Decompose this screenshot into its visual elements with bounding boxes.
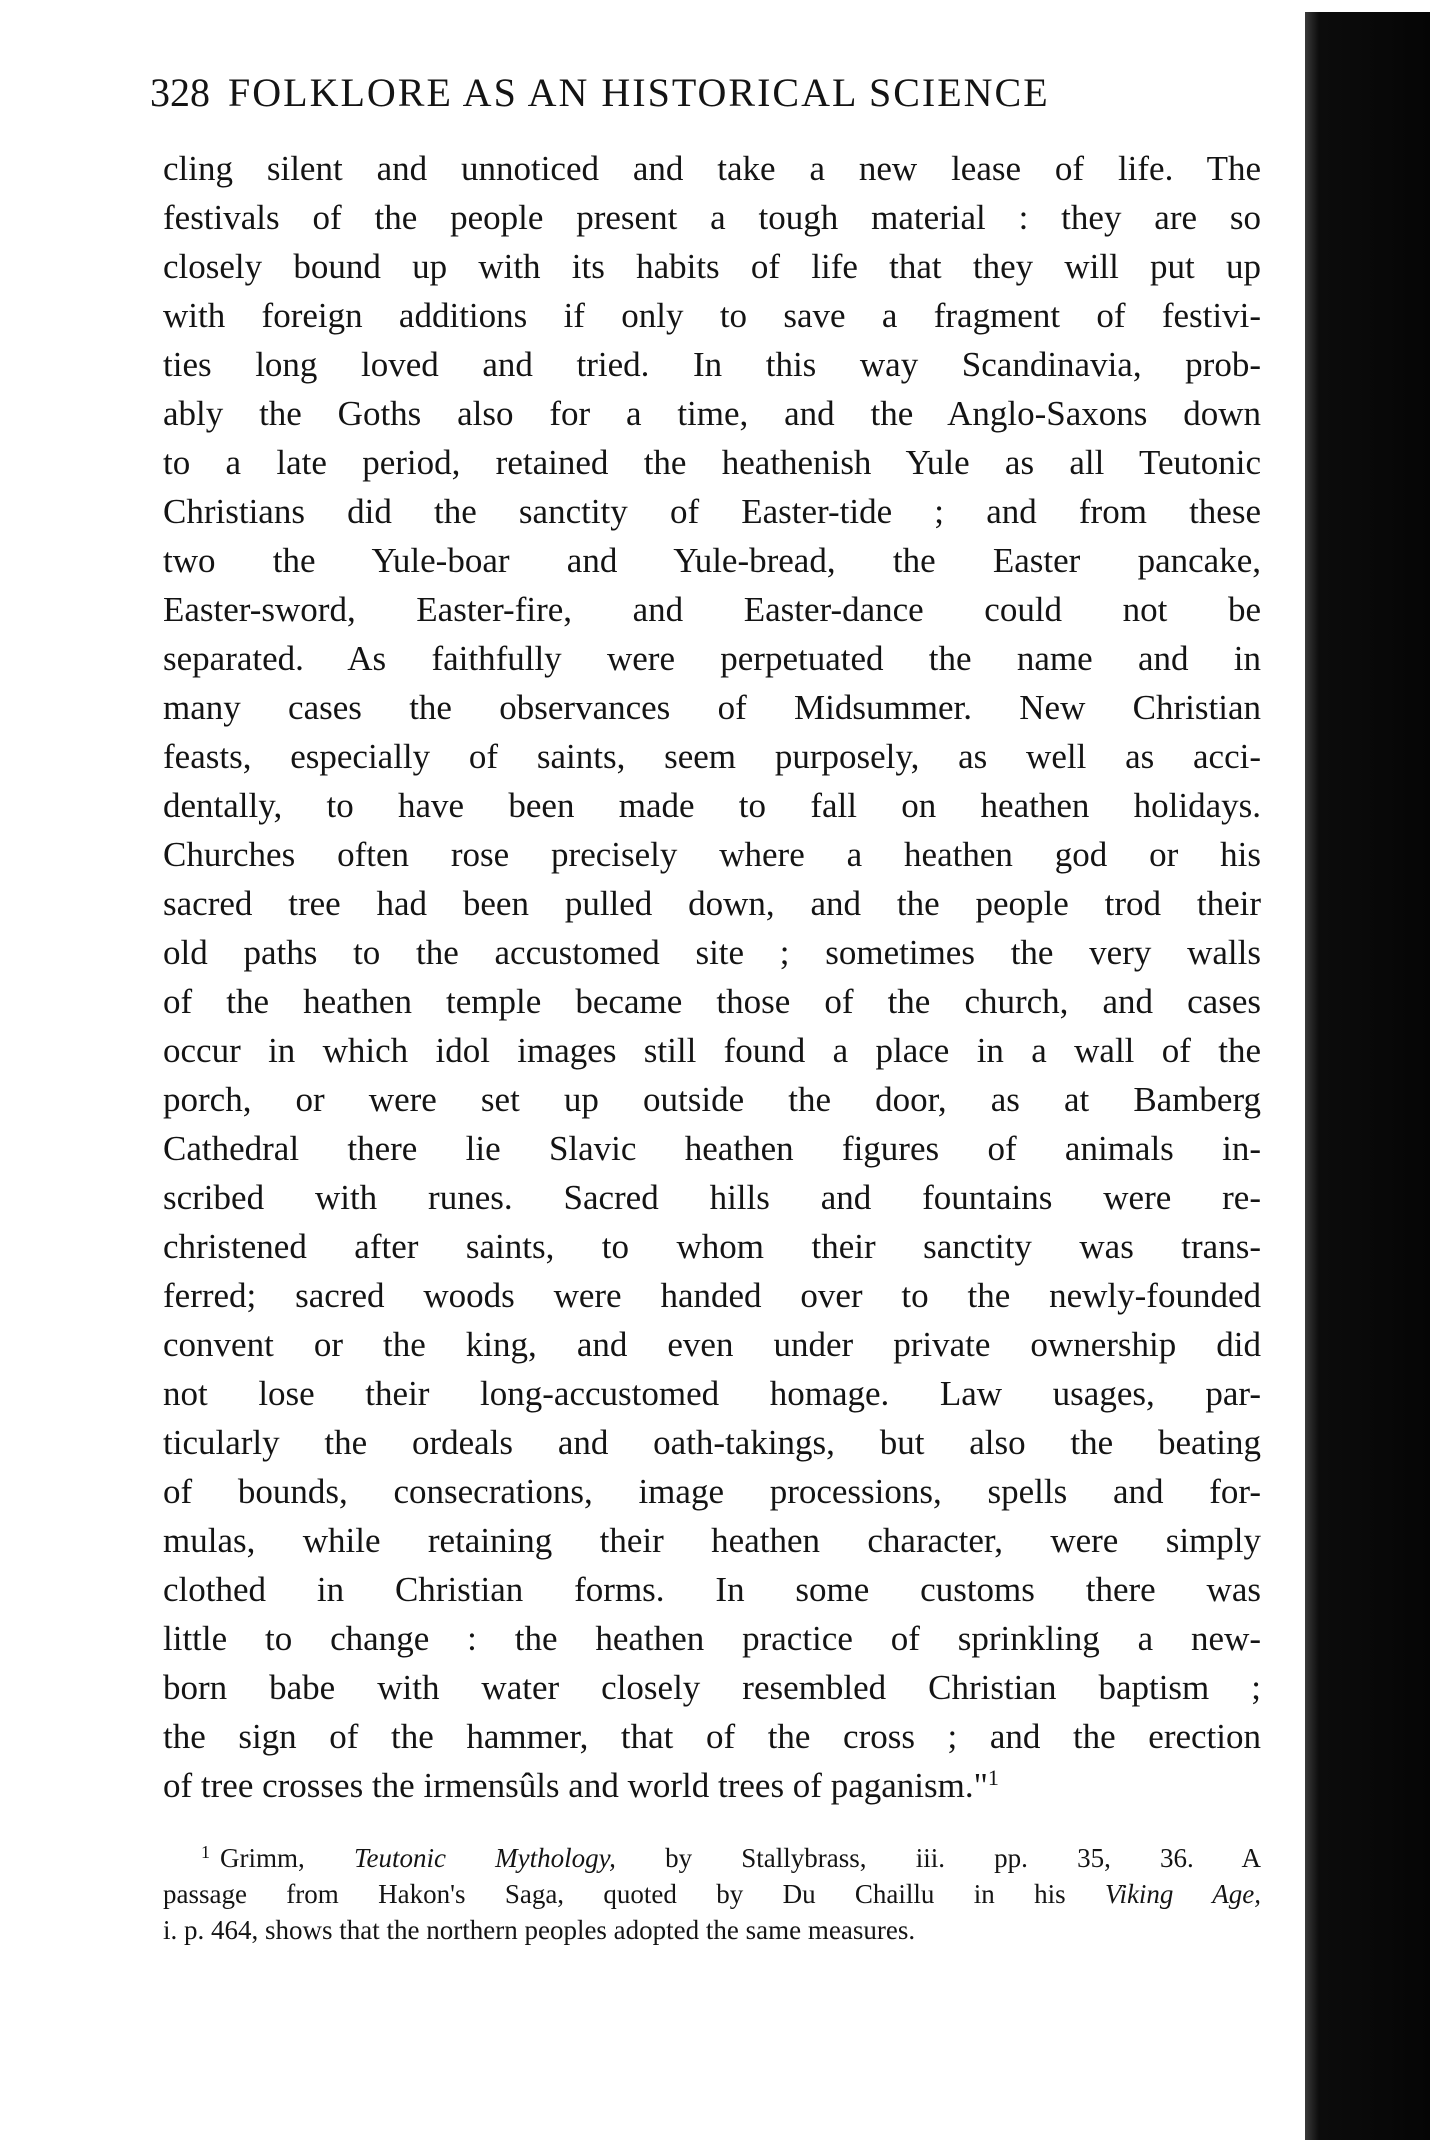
text-line: little to change : the heathen practice of sprinkling a new- (163, 1619, 1261, 1658)
text-line: ably the Goths also for a time, and the Anglo-Saxons down (163, 394, 1261, 433)
footnote-text: passage from Hakon's Saga, quoted by Du Chaillu in his (163, 1879, 1105, 1909)
text-line: born babe with water closely resembled Christian baptism ; (163, 1668, 1261, 1707)
running-title: FOLKLORE AS AN HISTORICAL SCIENCE (228, 70, 1050, 115)
text-line: clothed in Christian forms. In some customs there was (163, 1570, 1261, 1609)
text-line: feasts, especially of saints, seem purposely, as well as acci- (163, 737, 1261, 776)
footnote (163, 1840, 1261, 1948)
text-line: many cases the observances of Midsummer. New Christian (163, 688, 1261, 727)
footnote-reference: 1 (987, 1765, 999, 1790)
text-line: ferred; sacred woods were handed over to the newly-founded (163, 1276, 1261, 1315)
text-line: ticularly the ordeals and oath-takings, but also the beating (163, 1423, 1261, 1462)
text-line: two the Yule-boar and Yule-bread, the Easter pancake, (163, 541, 1261, 580)
text-line: sacred tree had been pulled down, and the people trod their (163, 884, 1261, 923)
running-header (150, 68, 1050, 118)
text-line: cling silent and unnoticed and take a new lease of life. The (163, 149, 1261, 188)
text-line: Churches often rose precisely where a heathen god or his (163, 835, 1261, 874)
text-line: of the heathen temple became those of the church, and cases (163, 982, 1261, 1021)
text-line-last (163, 1761, 1261, 1810)
text-line: occur in which idol images still found a place in a wall of the (163, 1031, 1261, 1070)
footnote-text: by Stallybrass, iii. pp. 35, 36. A (615, 1843, 1262, 1873)
body-text (163, 144, 1261, 1810)
text-line: ties long loved and tried. In this way Scandinavia, prob- (163, 345, 1261, 384)
text-line: porch, or were set up outside the door, as at Bamberg (163, 1080, 1261, 1119)
text-line-last-content: of tree crosses the irmensûls and world trees of paganism." (163, 1766, 988, 1805)
text-line: separated. As faithfully were perpetuated the name and in (163, 639, 1261, 678)
text-line: convent or the king, and even under private ownership did (163, 1325, 1261, 1364)
text-line: scribed with runes. Sacred hills and fountains were re- (163, 1178, 1261, 1217)
footnote-line (163, 1876, 1261, 1912)
text-line: Easter-sword, Easter-fire, and Easter-dance could not be (163, 590, 1261, 629)
text-line: festivals of the people present a tough material : they are so (163, 198, 1261, 237)
footnote-line: i. p. 464, shows that the northern peoples adopted the same measures. (163, 1915, 916, 1945)
footnote-book-title: Viking Age, (1104, 1879, 1262, 1909)
text-line: of bounds, consecrations, image processions, spells and for- (163, 1472, 1261, 1511)
text-line: dentally, to have been made to fall on heathen holidays. (163, 786, 1261, 825)
footnote-book-title: Teutonic Mythology, (353, 1843, 616, 1873)
text-line: with foreign additions if only to save a fragment of festivi- (163, 296, 1261, 335)
footnote-marker: 1 (201, 1842, 210, 1862)
footnote-text: Grimm, (220, 1843, 354, 1873)
text-line: the sign of the hammer, that of the cross ; and the erection (163, 1717, 1261, 1756)
text-line: closely bound up with its habits of life that they will put up (163, 247, 1261, 286)
text-line: to a late period, retained the heathenish Yule as all Teutonic (163, 443, 1261, 482)
text-line: not lose their long-accustomed homage. Law usages, par- (163, 1374, 1261, 1413)
footnote-line (163, 1840, 1261, 1876)
text-line: Cathedral there lie Slavic heathen figures of animals in- (163, 1129, 1261, 1168)
page-number: 328 (150, 70, 210, 115)
text-line: Christians did the sanctity of Easter-tide ; and from these (163, 492, 1261, 531)
text-line: old paths to the accustomed site ; sometimes the very walls (163, 933, 1261, 972)
scanned-page-edge (1305, 12, 1430, 2140)
text-line: christened after saints, to whom their sanctity was trans- (163, 1227, 1261, 1266)
text-line: mulas, while retaining their heathen character, were simply (163, 1521, 1261, 1560)
